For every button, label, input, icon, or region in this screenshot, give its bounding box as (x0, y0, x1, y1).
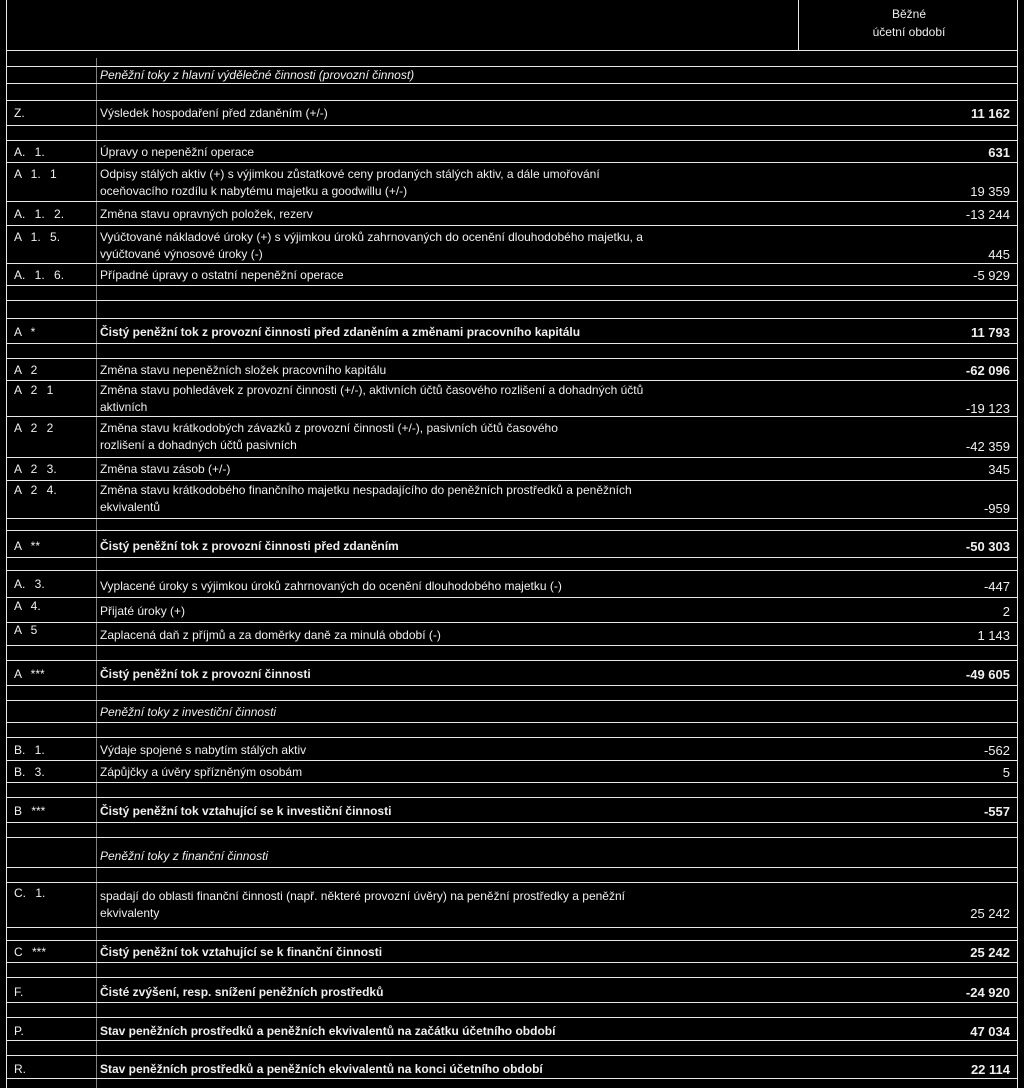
row-code: A *** (14, 667, 45, 681)
rule (6, 1002, 1018, 1003)
rule (6, 125, 1018, 126)
rule (6, 700, 1018, 701)
row-label: Čistý peněžní tok z provozní činnosti (100, 667, 311, 681)
rule (6, 1078, 1018, 1079)
row-label: Výdaje spojené s nabytím stálých aktiv (100, 743, 307, 757)
row-label: Výsledek hospodaření před zdaněním (+/-) (100, 106, 328, 120)
rule (6, 416, 1018, 417)
section-heading-investing: Peněžní toky z investiční činnosti (100, 705, 277, 719)
rule (6, 927, 1018, 928)
row-code: A * (14, 325, 36, 339)
row-code: B *** (14, 804, 46, 818)
row-label: Úpravy o nepeněžní operace (100, 145, 255, 159)
row-label: Vyplacené úroky s výjimkou úroků zahrnovaných do ocenění dlouhodobého majetku (-) (100, 579, 562, 593)
rule (6, 882, 1018, 883)
rule (6, 685, 1018, 686)
row-label: Stav peněžních prostředků a peněžních ekvivalentů na konci účetního období (100, 1062, 543, 1076)
row-value: 5 (1002, 765, 1010, 780)
row-value: -49 605 (965, 667, 1010, 682)
row-label: Čistý peněžní tok z provozní činnosti před zdaněním a změnami pracovního kapitálu (100, 325, 581, 339)
row-code: Z. (14, 106, 25, 120)
row-label: Čistý peněžní tok vztahující se k investiční činnosti (100, 804, 392, 818)
rule (6, 380, 1018, 381)
rule (6, 518, 1018, 519)
rule (6, 570, 1018, 571)
row-code: A. 1. 6. (14, 268, 65, 282)
row-label: Změna stavu krátkodobých závazků z provozní činnosti (+/-), pasivních účtů časového rozlišení a dohadných účtů pasivních (100, 421, 558, 452)
row-value: 445 (988, 247, 1010, 262)
row-code: R. (14, 1062, 26, 1076)
row-value: 2 (1002, 604, 1010, 619)
row-value: 25 242 (970, 906, 1010, 921)
row-value: 19 359 (970, 184, 1010, 199)
rule (6, 760, 1018, 761)
row-code: C *** (14, 945, 47, 959)
rule (6, 263, 1018, 264)
rule (6, 318, 1018, 319)
row-label: Změna stavu opravných položek, rezerv (100, 207, 313, 221)
label-column-divider (96, 58, 97, 1088)
rule (6, 940, 1018, 941)
row-label: Čistý peněžní tok z provozní činnosti před zdaněním (100, 539, 399, 553)
column-header-line1: Běžné (891, 7, 927, 21)
row-code: A 5 (14, 623, 38, 637)
rule (6, 285, 1018, 286)
row-value: 345 (988, 462, 1010, 477)
row-label: Čistý peněžní tok vztahující se k finanční činnosti (100, 945, 383, 959)
row-code: A 1. 1 (14, 167, 57, 181)
rule (6, 225, 1018, 226)
rule (6, 343, 1018, 344)
row-label: spadají do oblasti finanční činnosti (např. některé provozní úvěry) na peněžní prostředky a peněžní ekvivalenty (100, 889, 625, 920)
row-code: A 2 1 (14, 383, 54, 397)
row-value: -959 (983, 501, 1010, 516)
row-label: Vyúčtované nákladové úroky (+) s výjimkou úroků zahrnovaných do ocenění dlouhodobého majetku, a vyúčtované výnosové úroky (-) (100, 230, 643, 261)
rule (6, 530, 1018, 531)
rule (6, 201, 1018, 202)
row-label: Odpisy stálých aktiv (+) s výjimkou zůstatkové ceny prodaných stálých aktiv, a dále umořování oceňovacího rozdílu k nabytému majetku a goodwillu (+/-) (100, 167, 600, 198)
rule (6, 822, 1018, 823)
row-value: 11 162 (970, 106, 1010, 121)
row-code: A 2 3. (14, 462, 57, 476)
row-value: 22 114 (970, 1062, 1010, 1077)
rule (6, 480, 1018, 481)
left-border (6, 0, 7, 1088)
rule (6, 140, 1018, 141)
row-value: 25 242 (970, 945, 1010, 960)
rule (6, 622, 1018, 623)
row-code: A 2 2 (14, 421, 54, 435)
row-value: 631 (988, 145, 1010, 160)
row-label: Změna stavu nepeněžních složek pracovního kapitálu (100, 363, 387, 377)
column-header-line2: účetní období (872, 25, 946, 39)
rule (6, 722, 1018, 723)
rule (6, 962, 1018, 963)
row-code: A. 3. (14, 577, 45, 591)
row-label: Případné úpravy o ostatní nepeněžní operace (100, 268, 344, 282)
row-value: -5 929 (973, 268, 1010, 283)
rule (6, 100, 1018, 101)
rule (6, 162, 1018, 163)
row-label: Zápůjčky a úvěry spřízněným osobám (100, 765, 303, 779)
row-code: A. 1. 2. (14, 207, 65, 221)
row-value: 1 143 (977, 628, 1010, 643)
rule (6, 867, 1018, 868)
row-value: -42 359 (965, 439, 1010, 454)
rule (6, 50, 1018, 51)
rule (6, 1017, 1018, 1018)
row-value: -50 303 (965, 539, 1010, 554)
row-code: A ** (14, 539, 41, 553)
row-code: B. 1. (14, 743, 45, 757)
rule (6, 557, 1018, 558)
rule (6, 660, 1018, 661)
rule (6, 358, 1018, 359)
row-code: P. (14, 1024, 24, 1038)
rule (6, 1055, 1018, 1056)
rule (6, 597, 1018, 598)
row-value: 11 793 (970, 325, 1010, 340)
rule (6, 1040, 1018, 1041)
right-border (1017, 0, 1018, 1088)
row-code: B. 3. (14, 765, 45, 779)
row-value: -562 (983, 743, 1010, 758)
rule (6, 797, 1018, 798)
row-value: -62 096 (965, 363, 1010, 378)
row-label: Přijaté úroky (+) (100, 604, 186, 618)
row-code: A 1. 5. (14, 230, 61, 244)
row-label: Změna stavu zásob (+/-) (100, 462, 231, 476)
row-value: -24 920 (965, 985, 1010, 1000)
row-value: -557 (983, 804, 1010, 819)
row-label: Čisté zvýšení, resp. snížení peněžních prostředků (100, 985, 384, 999)
rule (6, 737, 1018, 738)
rule (6, 837, 1018, 838)
row-value: 47 034 (970, 1024, 1010, 1039)
row-code: A 2 4. (14, 483, 57, 497)
row-label: Změna stavu krátkodobého finančního majetku nespadajícího do peněžních prostředků a peněžních ekvivalentů (100, 483, 632, 514)
rule (6, 782, 1018, 783)
row-label: Změna stavu pohledávek z provozní činnosti (+/-), aktivních účtů časového rozlišení a dohadných účtů aktivních (100, 383, 644, 414)
row-value: -19 123 (965, 401, 1010, 416)
row-value: -447 (983, 579, 1010, 594)
section-heading-operating: Peněžní toky z hlavní výdělečné činnosti (provozní činnost) (100, 68, 415, 82)
row-code: A 2 (14, 363, 38, 377)
rule (6, 457, 1018, 458)
rule (6, 977, 1018, 978)
row-code: C. 1. (14, 886, 46, 900)
row-code: F. (14, 985, 24, 999)
rule (6, 300, 1018, 301)
section-heading-financing: Peněžní toky z finanční činnosti (100, 849, 269, 863)
row-label: Stav peněžních prostředků a peněžních ekvivalentů na začátku účetního období (100, 1024, 556, 1038)
rule (6, 645, 1018, 646)
value-column-divider (798, 0, 799, 50)
row-label: Zaplacená daň z příjmů a za doměrky daně za minulá období (-) (100, 628, 441, 642)
row-code: A. 1. (14, 145, 45, 159)
row-value: -13 244 (965, 207, 1010, 222)
row-code: A 4. (14, 599, 41, 613)
